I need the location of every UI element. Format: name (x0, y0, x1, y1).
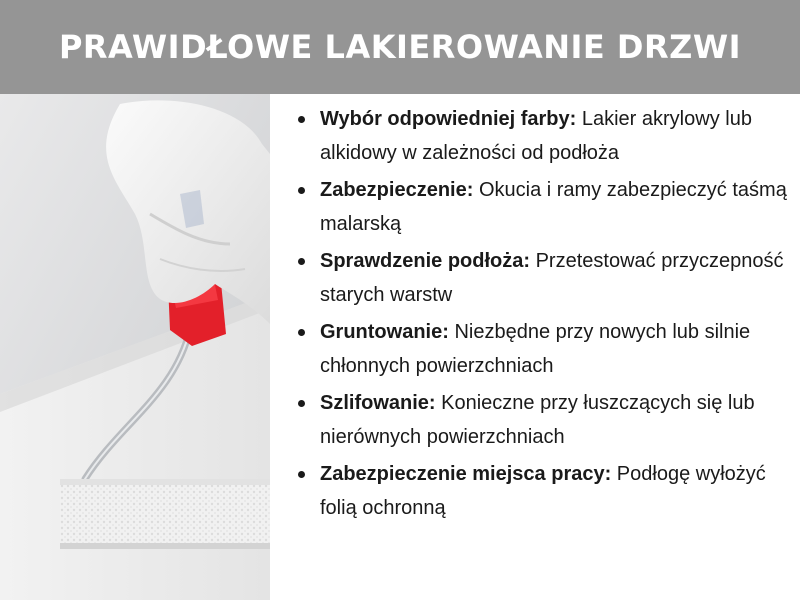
list-item (296, 457, 792, 525)
item-label: Gruntowanie: (320, 321, 449, 343)
list-item (296, 244, 792, 312)
item-text: Konieczne przy łuszczących się lub nierównych powierzchniach (320, 392, 755, 448)
bullet-icon (298, 258, 305, 265)
list-item (296, 386, 792, 454)
item-text: Niezbędne przy nowych lub silnie chłonnych powierzchniach (320, 321, 751, 377)
header-bar (0, 0, 800, 94)
tips-list (296, 102, 792, 525)
list-item (296, 102, 792, 170)
item-text: Podłogę wyłożyć folią ochronną (320, 463, 766, 519)
bullet-icon (298, 329, 305, 336)
bullet-icon (298, 471, 305, 478)
item-label: Zabezpieczenie miejsca pracy: (320, 463, 612, 485)
item-text: Lakier akrylowy lub alkidowy w zależności od podłoża (320, 108, 752, 164)
bullet-icon (298, 187, 305, 194)
item-label: Szlifowanie: (320, 392, 436, 414)
paint-roller-photo (0, 94, 270, 600)
item-text: Przetestować przyczepność starych warstw (320, 250, 784, 306)
list-item (296, 315, 792, 383)
page-title: PRAWIDŁOWE LAKIEROWANIE DRZWI (58, 28, 742, 66)
list-item (296, 173, 792, 241)
bullet-icon (298, 400, 305, 407)
item-label: Zabezpieczenie: (320, 179, 474, 201)
item-text: Okucia i ramy zabezpieczyć taśmą malarską (320, 179, 787, 235)
bullet-icon (298, 116, 305, 123)
item-label: Sprawdzenie podłoża: (320, 250, 531, 272)
item-label: Wybór odpowiedniej farby: (320, 108, 577, 130)
content-panel (296, 102, 792, 596)
